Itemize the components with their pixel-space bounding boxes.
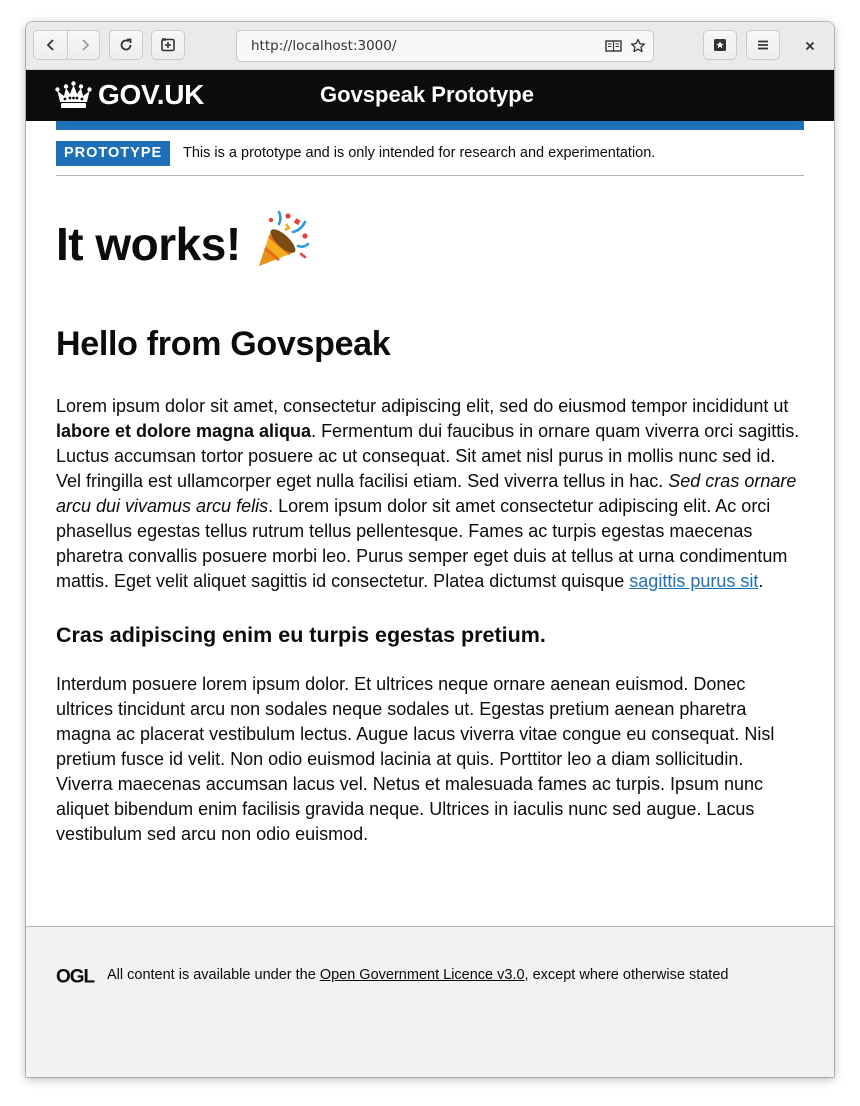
new-tab-button[interactable] [151,30,185,60]
reader-mode-icon[interactable] [605,38,622,58]
menu-button[interactable] [746,30,780,60]
italic-text: Sed cras ornare arcu dui vivamus arcu felis [56,471,797,517]
web-page [26,70,834,1077]
service-name[interactable]: Govspeak Prototype [320,82,534,107]
forward-button[interactable] [68,31,101,59]
header-blue-bar [56,121,804,130]
chevron-left-icon [44,38,58,52]
navigation-buttons [33,30,100,60]
bookmark-star-icon[interactable] [630,38,646,58]
page-title [56,210,804,278]
phase-banner [56,141,804,176]
new-tab-icon [160,37,176,53]
back-button[interactable] [34,31,67,59]
licence-text [107,967,728,983]
paragraph-1-text-3: . Lorem ipsum dolor sit amet consectetur adipiscing elit. Ac orci phasellus egestas tellus rutrum tellus pellentesque. Fames ac turpis egestas maecenas pharetra convallis posuere morbi leo. Purus semper eget duis at tellus at urna condimentum mattis. Eget velit aliquet sagittis id consectetur. Platea dictumst quisque [56,496,788,592]
ogl-logo-icon [56,967,97,984]
bookmarks-icon [712,37,728,53]
paragraph-1-text: Lorem ipsum dolor sit amet, consectetur adipiscing elit, sed do eiusmod tempor incididunt ut [56,396,789,417]
hamburger-menu-icon [756,38,770,52]
crown-logo-icon [55,81,92,111]
licence-prefix: All content is available under the [107,967,320,983]
paragraph-2: Interdum posuere lorem ipsum dolor. Et ultrices neque ornare aenean euismod. Donec ultrices tincidunt arcu non sodales neque sodales ut. Egestas pretium aenean pharetra magna ac placerat vestibulum lectus. Augue lacus viverra vitae congue eu consequat. Nisl pretium fusce id velit. Non odio euismod lacinia at quis. Porttitor leo a diam sollicitudin. Viverra maecenas accumsan lacus vel. Netus et malesuada fames ac turpis. Ipsum nunc aliquet bibendum enim facilisis gravida neque. Ultrices in iaculis nunc sed augue. Lacus vestibulum sed arcu non odio euismod. [56,674,775,845]
page-title-text: It works! [56,217,241,270]
party-popper-icon [255,210,313,278]
browser-toolbar [26,22,834,70]
url-text[interactable]: http://localhost:3000/ [251,38,397,54]
main-content [56,210,804,847]
section-heading: Hello from Govspeak [56,324,391,363]
subheading: Cras adipiscing enim eu turpis egestas pretium. [56,623,546,648]
licence-suffix: , except where otherwise stated [524,967,729,983]
close-icon [804,40,816,52]
close-window-button[interactable] [800,36,820,56]
paragraph-1 [56,394,804,594]
svg-text:OGL: OGL [56,967,95,984]
chevron-right-icon [78,38,92,52]
browser-window [26,22,834,1077]
licence-link[interactable]: Open Government Licence v3.0 [319,967,525,983]
reload-button[interactable] [109,30,143,60]
govuk-header [26,70,834,121]
address-bar[interactable] [236,30,654,62]
bookmarks-button[interactable] [703,30,737,60]
paragraph-1-text-2: . Fermentum dui faucibus in ornare quam viverra orci sagittis. Luctus accumsan tortor posuere ac ut consequat. Sit amet nisl purus in mollis nunc sed id. Vel fringilla est ullamcorper eget nulla facilisi etiam. Sed viverra tellus in hac. [56,421,800,492]
reload-icon [119,38,133,52]
footer [26,926,834,1077]
phase-tag: PROTOTYPE [56,141,170,166]
bold-text: labore et dolore magna aliqua [56,421,312,442]
paragraph-1-end: . [758,571,764,592]
govuk-logo-text[interactable]: GOV.UK [98,79,205,110]
body-link[interactable]: sagittis purus sit [629,571,759,592]
phase-banner-text: This is a prototype and is only intended for research and experimentation. [183,145,656,161]
